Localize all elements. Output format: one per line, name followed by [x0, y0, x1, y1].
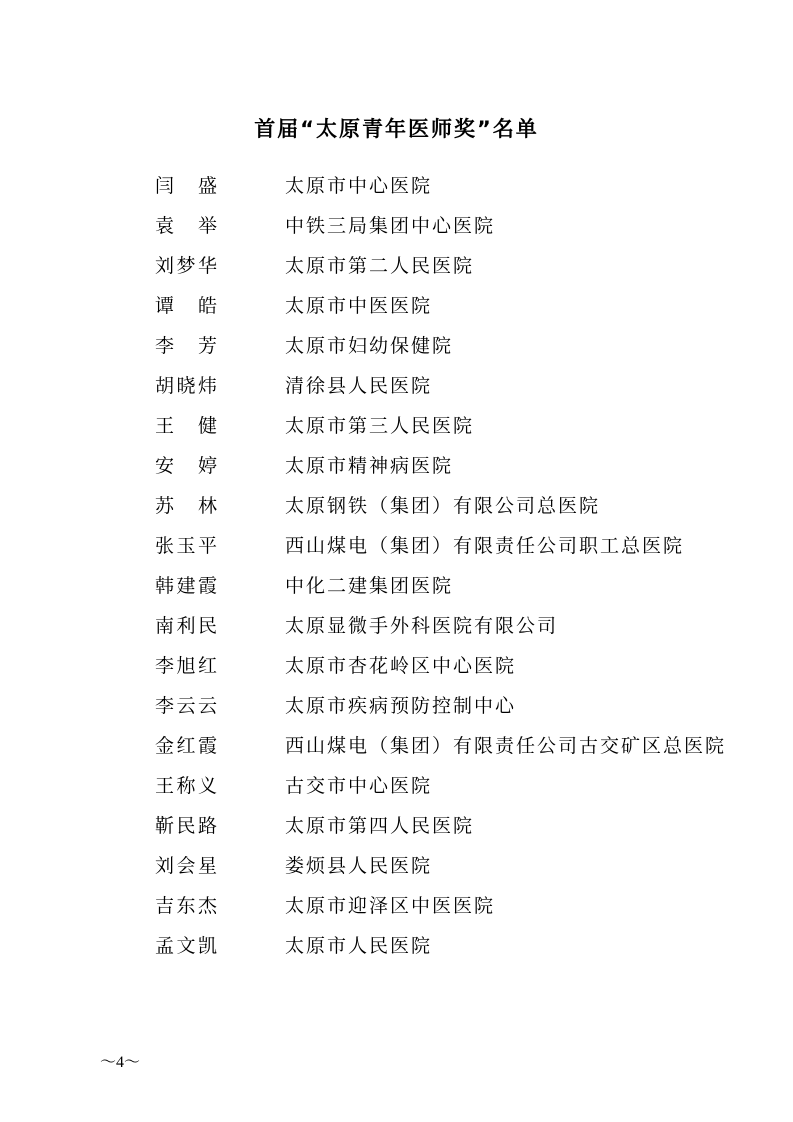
recipient-name: 谭 皓 [155, 294, 219, 317]
recipient-organization: 西山煤电（集团）有限责任公司古交矿区总医院 [285, 734, 727, 757]
recipient-name: 李 芳 [155, 334, 219, 357]
recipient-name: 吉 东 杰 [155, 894, 219, 917]
list-item [155, 844, 755, 884]
recipient-organization: 太原市中医医院 [285, 294, 433, 317]
recipient-organization: 太原市中心医院 [285, 174, 433, 197]
page-number: ～4～ [100, 1054, 141, 1071]
recipient-organization: 中化二建集团医院 [285, 574, 454, 597]
recipient-name: 孟 文 凯 [155, 934, 219, 957]
recipient-name: 王 健 [155, 414, 219, 437]
list-item [155, 404, 755, 444]
list-item [155, 684, 755, 724]
list-item [155, 644, 755, 684]
list-item [155, 524, 755, 564]
recipient-name: 李 旭 红 [155, 654, 219, 677]
recipient-organization: 古交市中心医院 [285, 774, 433, 797]
recipient-organization: 太原市妇幼保健院 [285, 334, 454, 357]
recipient-organization: 太原市第二人民医院 [285, 254, 475, 277]
list-item [155, 204, 755, 244]
recipient-name: 刘 会 星 [155, 854, 219, 877]
list-item [155, 164, 755, 204]
recipient-name: 金 红 霞 [155, 734, 219, 757]
recipient-organization: 中铁三局集团中心医院 [285, 214, 496, 237]
recipient-organization: 太原市第三人民医院 [285, 414, 475, 437]
recipient-organization: 太原市第四人民医院 [285, 814, 475, 837]
award-list [155, 164, 755, 964]
list-item [155, 444, 755, 484]
recipient-name: 安 婷 [155, 454, 219, 477]
recipient-name: 闫 盛 [155, 174, 219, 197]
recipient-name: 韩 建 霞 [155, 574, 219, 597]
list-item [155, 764, 755, 804]
recipient-organization: 西山煤电（集团）有限责任公司职工总医院 [285, 534, 685, 557]
list-item [155, 804, 755, 844]
recipient-organization: 太原市精神病医院 [285, 454, 454, 477]
recipient-name: 李 云 云 [155, 694, 219, 717]
list-item [155, 884, 755, 924]
recipient-organization: 娄烦县人民医院 [285, 854, 433, 877]
recipient-name: 袁 举 [155, 214, 219, 237]
recipient-organization: 太原市人民医院 [285, 934, 433, 957]
recipient-name: 苏 林 [155, 494, 219, 517]
recipient-organization: 清徐县人民医院 [285, 374, 433, 397]
recipient-name: 王 称 义 [155, 774, 219, 797]
recipient-name: 南 利 民 [155, 614, 219, 637]
list-item [155, 284, 755, 324]
recipient-organization: 太原市疾病预防控制中心 [285, 694, 517, 717]
recipient-name: 胡 晓 炜 [155, 374, 219, 397]
recipient-organization: 太原钢铁（集团）有限公司总医院 [285, 494, 601, 517]
list-item [155, 324, 755, 364]
recipient-organization: 太原显微手外科医院有限公司 [285, 614, 559, 637]
recipient-organization: 太原市迎泽区中医医院 [285, 894, 496, 917]
recipient-name: 靳 民 路 [155, 814, 219, 837]
list-item [155, 604, 755, 644]
recipient-name: 刘 梦 华 [155, 254, 219, 277]
recipient-name: 张 玉 平 [155, 534, 219, 557]
list-item [155, 244, 755, 284]
list-item [155, 484, 755, 524]
recipient-organization: 太原市杏花岭区中心医院 [285, 654, 517, 677]
list-item [155, 364, 755, 404]
page-title: 首届“太原青年医师奖”名单 [254, 117, 539, 141]
list-item [155, 724, 755, 764]
list-item [155, 564, 755, 604]
list-item [155, 924, 755, 964]
